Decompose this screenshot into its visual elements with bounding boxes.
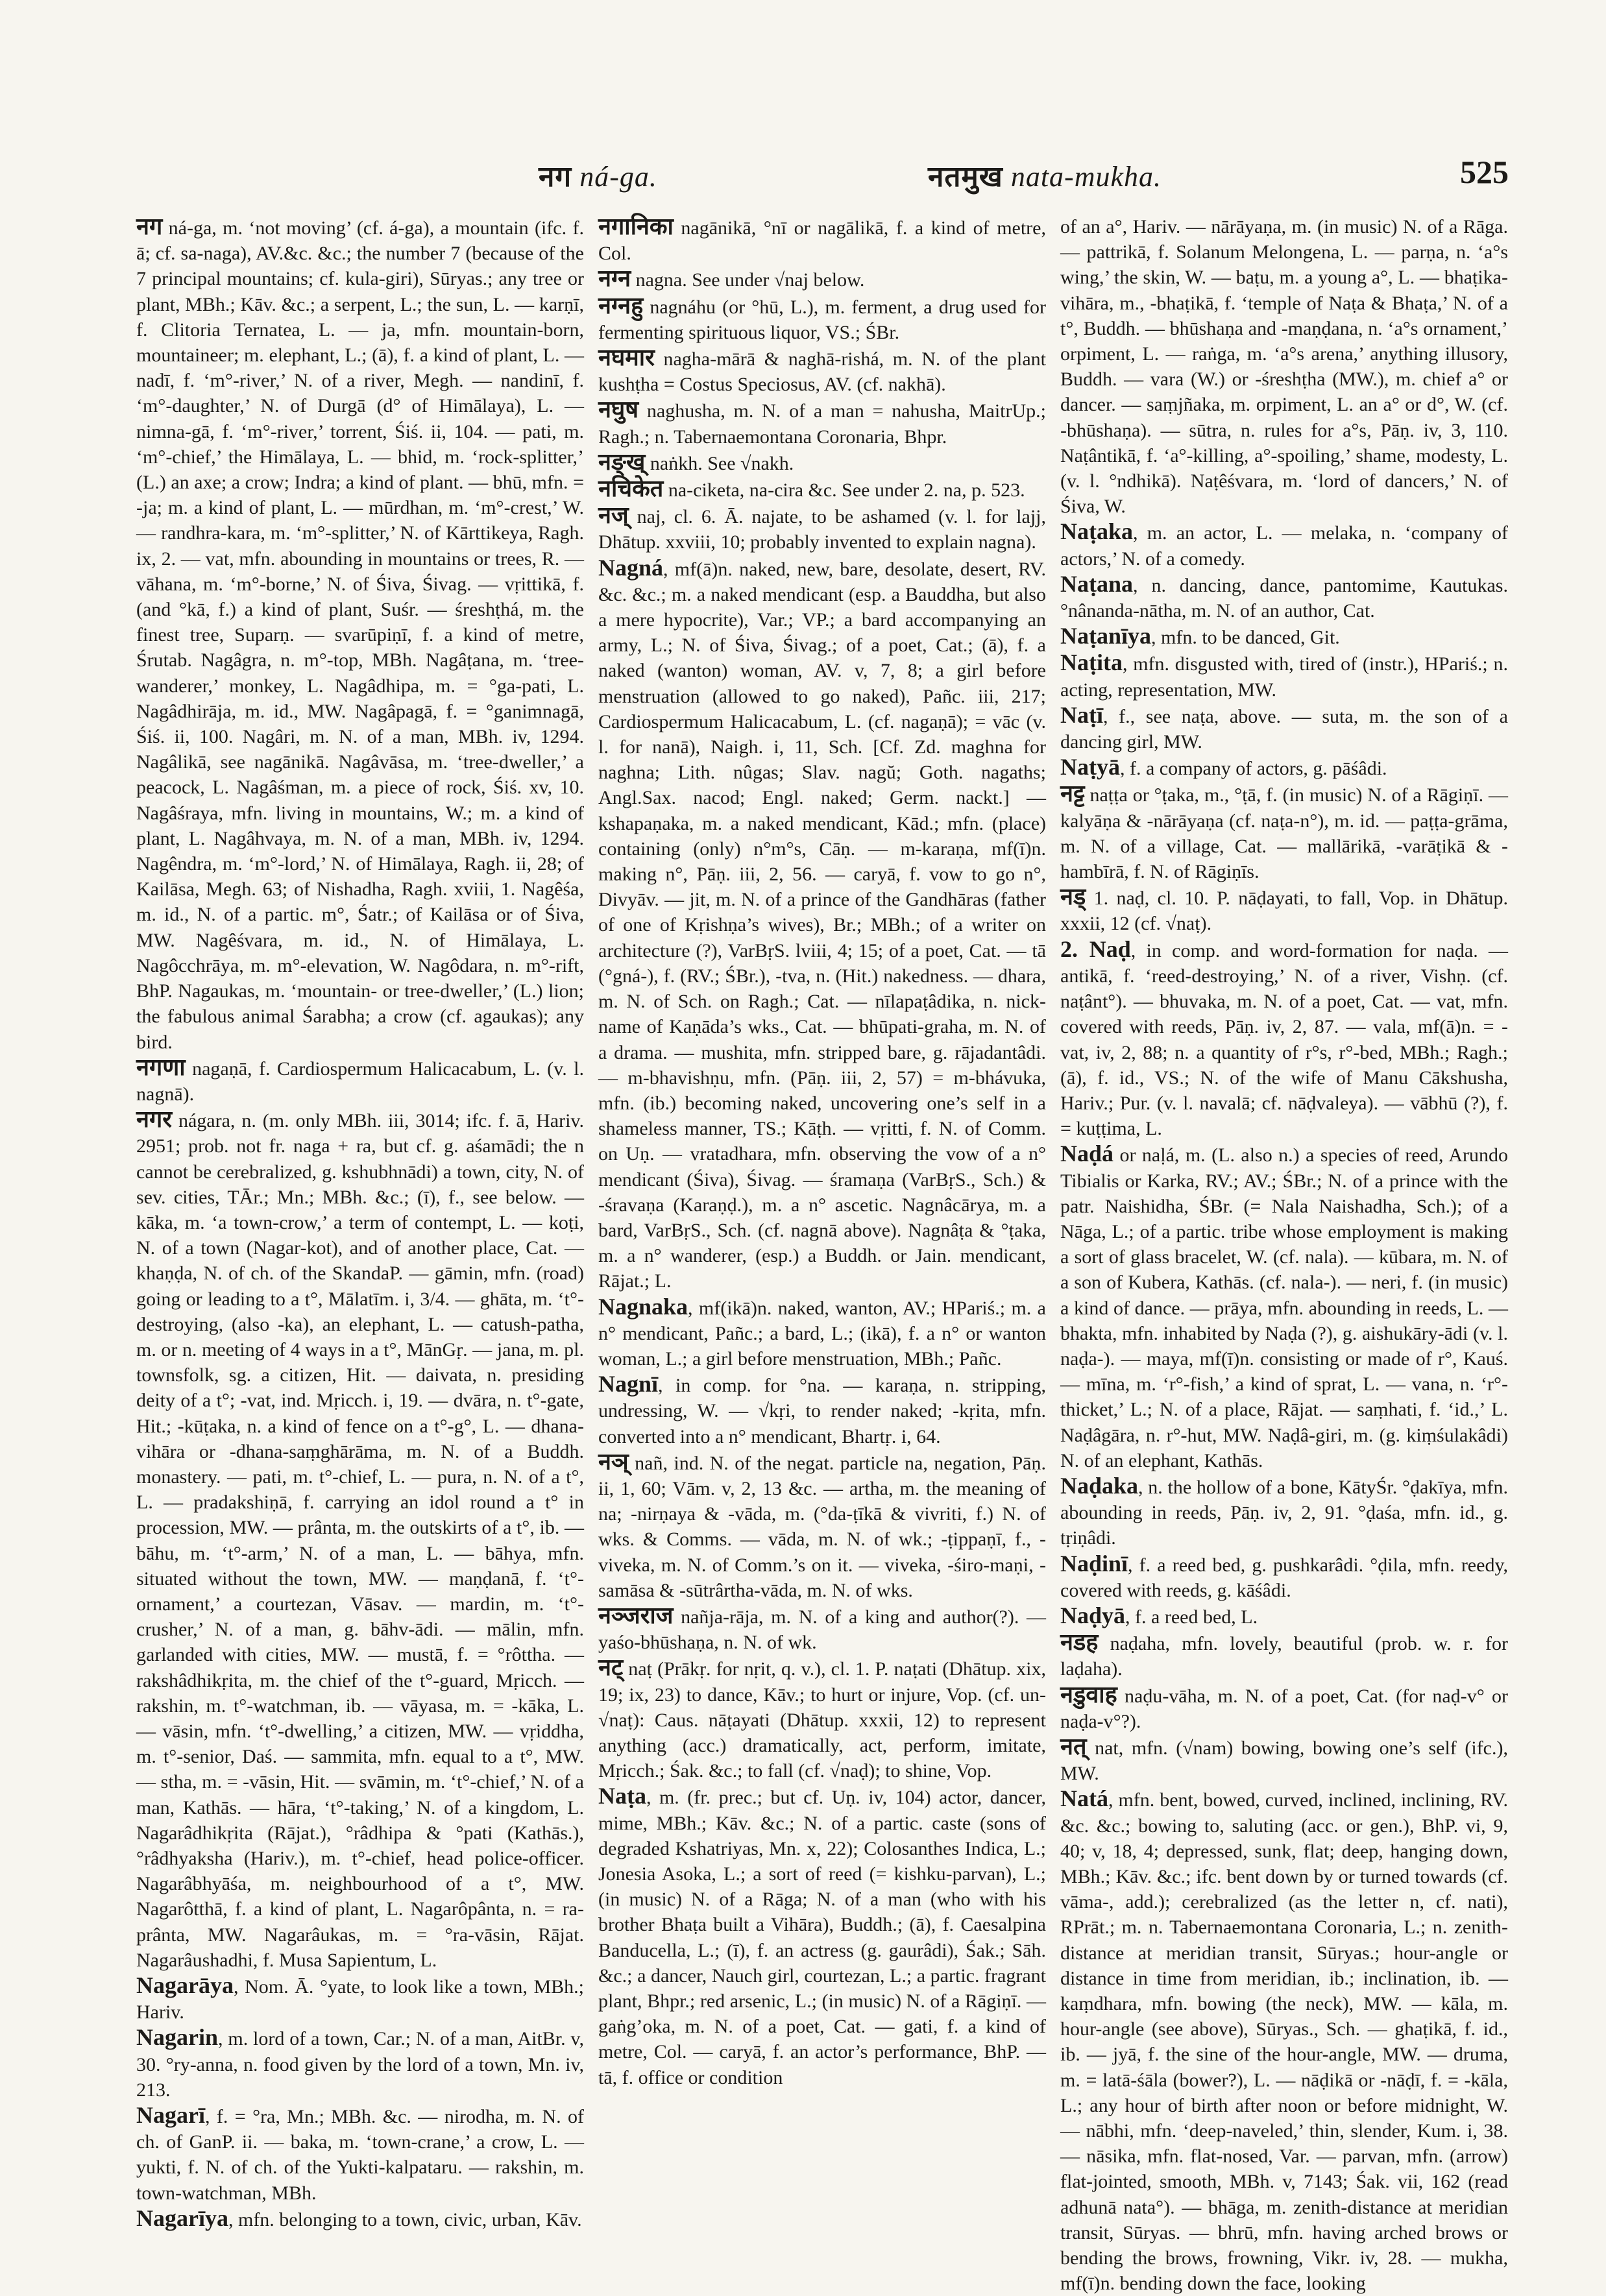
entry-definition: naghusha, m. N. of a man = nahusha, MaitrUp.; Ragh.; n. Tabernaemontana Coronaria, Bhpr.	[598, 400, 1046, 448]
entry-definition: , m. lord of a town, Car.; N. of a man, AitBr. v, 30. °ry-anna, n. food given by the lord of a town, Mn. iv, 213.	[136, 2028, 584, 2101]
dictionary-entry	[1060, 781, 1508, 884]
entry-definition: nagaṇā, f. Cardiospermum Halicacabum, L. (v. l. nagnā).	[136, 1057, 584, 1105]
dictionary-entry	[598, 1783, 1046, 2090]
dictionary-entry	[598, 555, 1046, 1294]
dictionary-entry	[598, 1655, 1046, 1783]
entry-headword: नडह	[1060, 1629, 1099, 1656]
column-right	[1060, 214, 1509, 2295]
entry-headword: Naṭī	[1060, 701, 1103, 728]
entry-definition: or naḷá, m. (L. also n.) a species of reed, Arundo Tibialis or Karka, RV.; AV.; ŚBr.; N. of a prince with the patr. Naishidha, ŚBr. (= Nala Naishadha, Sch.); of a Nāga, L.; of a partic. tribe whose employment is making a sort of glass bracelet, W. (cf. nala). — kūbara, m. N. of a son of Kubera, Kathās. (cf. nala-). — neri, f. (in music) a kind of dance. — prāya, mfn. abounding in reeds, L. — bhakta, mfn. inhabited by Naḍa (?), g. aishukāry-ādi (v. l. naḍa-). — maya, mf(ī)n. consisting or made of r°, Kauś. — mīna, m. ‘r°-fish,’ a kind of sprat, L. — vana, n. ‘r°-thicket,’ L.; N. of a place, Rājat. — saṃhati, f. ‘id.,’ L. Naḍâgāra, n. r°-hut, MW. Naḍâ-giri, m. (g. kiṃśulakâdi) N. of an elephant, Kathās.	[1060, 1144, 1508, 1471]
header-first-transliteration: ná-ga.	[579, 161, 657, 193]
entry-definition: , mfn. to be danced, Git.	[1151, 627, 1340, 649]
entry-headword: Naṭyā	[1060, 754, 1120, 780]
entry-definition: nat, mfn. (√nam) bowing, bowing one’s self (ifc.), MW.	[1060, 1737, 1508, 1785]
entry-headword: Naḍinī	[1060, 1550, 1128, 1577]
entry-headword: Naṭa	[598, 1783, 646, 1809]
dictionary-entry	[598, 1372, 1046, 1449]
entry-definition: , f. a reed bed, g. pushkarâdi. °ḍila, mfn. reedy, covered with reeds, g. kāśâdi.	[1060, 1554, 1508, 1601]
entry-headword: नङ्ख्	[598, 448, 646, 475]
entry-definition: , mfn. belonging to a town, civic, urban, Kāv.	[228, 2208, 582, 2230]
entry-headword: नडुवाह	[1060, 1681, 1117, 1708]
entry-definition: , n. dancing, dance, pantomime, Kautukas. °nânanda-nātha, m. N. of an author, Cat.	[1060, 574, 1508, 622]
entry-headword: नगणा	[136, 1054, 186, 1080]
entry-headword: Nagná	[598, 554, 664, 581]
entry-headword: Nagarīya	[136, 2205, 228, 2231]
entry-definition: , n. the hollow of a bone, KātyŚr. °ḍakīya, mfn. abounding in reeds, Pāṇ. iv, 2, 91. °ḍaśa, mfn. id., g. tṛiṇâdi.	[1060, 1476, 1508, 1549]
entry-definition: , mfn. bent, bowed, curved, inclined, inclining, RV. &c. &c.; bowing to, saluting (acc. or gen.), BhP. vi, 9, 40; v, 18, 4; depressed, sunk, flat; deep, hanging down, MBh.; Kāv. &c.; ifc. bent down by or turned towards (cf. vāma-, add.); cerebralized (as the letter n, cf. nati), RPrāt.; m. n. Tabernaemontana Coronaria, L.; n. zenith-distance at meridian transit, Sūryas.; hour-angle or distance in time from meridian, ib.; inclination, ib. — kaṃdhara, mfn. bowing (the neck), MW. — kāla, m. hour-angle (see above), Sūryas., Sch. — ghaṭikā, f. id., ib. — jyā, f. the sine of the hour-angle, MW. — druma, m. = latā-śāla (bower?), L. — nāḍikā or -nāḍī, f. = -kāla, L.; any hour of birth after noon or before midnight, W. — nābhi, mfn. ‘deep-naveled,’ thin, slender, Kum. i, 38. — nāsika, mfn. flat-nosed, Var. — parvan, mfn. (arrow) flat-jointed, smooth, MBh. v, 7143; Śak. vii, 162 (read adhunā nata°). — bhāga, m. zenith-distance at meridian transit, Sūryas. — bhrū, mfn. having arched brows or bending the brows, frowning, Vikr. iv, 28. — mukha, mf(ī)n. bending down the face, looking	[1060, 1789, 1508, 2295]
entry-headword: नगानिका	[598, 213, 674, 239]
entry-definition: na-ciketa, na-cira &c. See under 2. na, p. 523.	[663, 479, 1025, 501]
entry-definition: naḍaha, mfn. lovely, beautiful (prob. w. r. for laḍaha).	[1060, 1633, 1508, 1680]
dictionary-entry	[1060, 1786, 1508, 2296]
dictionary-entry	[598, 214, 1046, 266]
dictionary-entry	[136, 1973, 584, 2025]
dictionary-entry	[598, 476, 1046, 503]
entry-headword: नट्	[598, 1654, 624, 1681]
entry-headword: नग्नहु	[598, 292, 644, 319]
dictionary-entry	[1060, 214, 1508, 519]
header-last-headword	[928, 156, 1162, 195]
entry-headword: नज्	[598, 502, 629, 529]
entry-headword: नग्न	[598, 265, 631, 292]
entry-headword: Nagarin	[136, 2024, 218, 2051]
dictionary-entry	[598, 266, 1046, 293]
dictionary-entry	[598, 1603, 1046, 1655]
dictionary-entry	[1060, 1551, 1508, 1603]
entry-definition: , mf(ā)n. naked, new, bare, desolate, desert, RV. &c. &c.; m. a naked mendicant (esp. a Bauddha, but also a mere hypocrite), Var.; VP.; a bard accompanying an army, L.; N. of Śiva, Śivag.; of a poet, Cat.; (ā), f. a naked (wanton) woman, AV. v, 7, 8; a girl before menstruation (allowed to go naked), Pañc. iii, 217; Cardiospermum Halicacabum, L. (cf. nagaṇā); = vāc (v. l. for nanā), Naigh. i, 11, Sch. [Cf. Zd. maghna for naghna; Lith. nûgas; Slav. nagŭ; Goth. nagaths; Angl.Sax. nacod; Engl. naked; Germ. nackt.] — kshapaṇaka, m. a naked mendicant, Kād.; mfn. (place) containing (only) n°m°s, Cāṇ. — m-karaṇa, mf(ī)n. making n°, Pāṇ. iii, 2, 56. — caryā, f. vow to go n°, Divyāv. — jit, m. N. of a prince of the Gandhāras (father of one of Kṛishṇa’s wives), Br.; MBh.; of a writer on architecture (?), VarBṛS. lviii, 4; 15; of a poet, Cat. — tā (°gná-), f. (RV.; ŚBr.), -tva, n. (Hit.) nakedness. — dhara, m. N. of Sch. on Ragh.; Cat. — nīlapaṭâdika, n. nick-name of Kaṇāda’s wks., Cat. — bhūpati-graha, m. N. of a drama. — mushita, mfn. stripped bare, g. rājadantâdi. — m-bhavishṇu, mfn. (Pāṇ. iii, 2, 57) = m-bhávuka, mfn. (ib.) becoming naked, uncovering one’s self in a shameless manner, TS.; Kāṭh. — vṛitti, f. N. of Comm. on Uṇ. — vratadhara, mfn. observing the vow of a n° mendicant (Śiva), Śivag. — śramaṇa (VarBṛS., Sch.) & -śravaṇa (Karaṇḍ.), m. a n° ascetic. Nagnâcārya, m. a bard, VarBṛS., Sch. (cf. nagnā above). Nagnâṭa & °ṭaka, m. a n° wanderer, (esp.) a Buddh. or Jain. mendicant, Rājat.; L.	[598, 558, 1046, 1292]
dictionary-entry	[1060, 623, 1508, 650]
entry-definition: 1. naḍ, cl. 10. P. nāḍayati, to fall, Vop. in Dhātup. xxxii, 12 (cf. √naṭ).	[1060, 888, 1508, 935]
entry-definition: , f., see naṭa, above. — suta, m. the son of a dancing girl, MW.	[1060, 705, 1508, 753]
entry-headword: नग	[136, 213, 163, 239]
entry-headword: नचिकेत	[598, 476, 664, 502]
entry-headword: नञ्जराज	[598, 1602, 674, 1628]
entry-definition: , m. an actor, L. — melaka, n. ‘company of actors,’ N. of a comedy.	[1060, 522, 1508, 570]
dictionary-entry	[136, 2103, 584, 2206]
dictionary-entry	[598, 1449, 1046, 1603]
dictionary-entry	[598, 293, 1046, 345]
entry-headword: नघमार	[598, 344, 655, 371]
column-middle	[598, 214, 1046, 2206]
entry-headword: Nagarāya	[136, 1972, 234, 1999]
entry-definition: nagānikā, °nī or nagālikā, f. a kind of metre, Col.	[598, 217, 1046, 265]
entry-definition: , f. = °ra, Mn.; MBh. &c. — nirodha, m. N. of ch. of GanP. ii. — baka, m. ‘town-crane,’ a crow, L. — yukti, f. N. of ch. of the Yukti-kalpataru. — rakshin, m. town-watchman, MBh.	[136, 2106, 584, 2204]
dictionary-entry	[1060, 1630, 1508, 1682]
dictionary-entry	[598, 503, 1046, 555]
entry-headword: Nagarī	[136, 2102, 205, 2129]
column-left	[136, 213, 584, 2231]
entry-definition: naṭ (Prākṛ. for nṛit, q. v.), cl. 1. P. naṭati (Dhātup. xix, 19; ix, 23) to dance, Kāv.; to hurt or injure, Vop. (cf. un-√naṭ): Caus. nāṭayati (Dhātup. xxxii, 12) to represent anything (acc.) dramatically, act, perform, imitate, Mṛicch.; Śak. &c.; to fall (cf. √naḍ); to shine, Vop.	[598, 1658, 1046, 1782]
entry-headword: नट्ट	[1060, 780, 1085, 807]
entry-definition: ná-ga, m. ‘not moving’ (cf. á-ga), a mountain (ifc. f. ā; cf. sa-naga), AV.&c. &c.; the number 7 (because of the 7 principal mountains; cf. kula-giri), Sūryas.; any tree or plant, MBh.; Kāv. &c.; a serpent, L.; the sun, L. — karṇī, f. Clitoria Ternatea, L. — ja, mfn. mountain-born, mountaineer; m. elephant, L.; (ā), f. a kind of plant, L. — nadī, f. ‘m°-river,’ N. of a river, Megh. — nandinī, f. ‘m°-daughter,’ N. of Durgā (d° of Himālaya), L. — nimna-gā, f. ‘m°-river,’ torrent, Śiś. ii, 104. — pati, m. ‘m°-chief,’ the Himālaya, L. — bhid, m. ‘rock-splitter,’ (L.) an axe; a crow; Indra; a kind of plant. — bhū, mfn. = -ja; m. a kind of plant, L. — mūrdhan, m. ‘m°-crest,’ W. — randhra-kara, m. ‘m°-splitter,’ N. of Kārttikeya, Ragh. ix, 2. — vat, mfn. abounding in mountains or trees, R. — vāhana, m. ‘m°-borne,’ N. of Śiva, Śivag. — vṛittikā, f. (and °kā, f.) a kind of plant, Suśr. — śreshṭhá, m. the finest tree, Suparṇ. — svarūpiṇī, f. a kind of metre, Śrutab. Nagâgra, n. m°-top, MBh. Nagâṭana, m. ‘tree-wanderer,’ monkey, L. Nagâdhipa, m. = °ga-pati, L. Nagâdhirāja, m. id., MW. Nagâpagā, f. = °ganimnagā, Śiś. ii, 100. Nagâri, m. N. of a man, MBh. iv, 1294. Nagâlikā, see nagānikā. Nagâvāsa, m. ‘tree-dweller,’ a peacock, L. Nagâśman, m. a piece of rock, Śiś. xv, 10. Nagâśraya, mfn. living in mountains, W.; m. a kind of plant, L. Nagâhvaya, m. N. of a man, MBh. iv, 1294. Nagêndra, m. ‘m°-lord,’ N. of Himālaya, Ragh. ii, 28; of Kailāsa, Megh. 63; of Nishadha, Ragh. xviii, 1. Nagêśa, m. id., N. of a partic. m°, Śatr.; of Kailāsa or of Śiva, MW. Nagêśvara, m. id., N. of Himālaya, L. Nagôcchrāya, m. m°-elevation, W. Nagôdara, n. m°-rift, BhP. Nagaukas, m. ‘mountain- or tree-dweller,’ (L.) lion; the fabulous animal Śarabha; a crow (cf. agaukas); any bird.	[136, 217, 584, 1053]
entry-definition: , mf(ikā)n. naked, wanton, AV.; HPariś.; m. a n° mendicant, Pañc.; a bard, L.; (ikā), f. a n° or wanton woman, L.; a girl before menstruation, MBh.; Pañc.	[598, 1297, 1046, 1370]
entry-definition: , Nom. Ā. °yate, to look like a town, MBh.; Hariv.	[136, 1976, 584, 2024]
entry-definition: nagnáhu (or °hū, L.), m. ferment, a drug used for fermenting spirituous liquor, VS.; ŚBr.	[598, 296, 1046, 343]
dictionary-entry	[136, 2206, 584, 2232]
dictionary-entry	[598, 397, 1046, 449]
entry-definition: nagha-mārā & naghā-rishá, m. N. of the plant kushṭha = Costus Speciosus, AV. (cf. nakhā).	[598, 348, 1046, 396]
entry-definition: naj, cl. 6. Ā. najate, to be ashamed (v. l. for lajj, Dhātup. xxviii, 10; probably invented to explain nagna).	[598, 506, 1046, 553]
entry-definition: , m. (fr. prec.; but cf. Uṇ. iv, 104) actor, dancer, mime, MBh.; Kāv. &c.; N. of a partic. caste (sons of degraded Kshatriyas, Mn. x, 22); Colosanthes Indica, L.; Jonesia Asoka, L.; a sort of reed (= kishku-parvan), L.; (in music) N. of a Rāga; N. of a man (who with his brother Bhaṭa built a Vihāra), Buddh.; (ā), f. Caesalpina Banducella, L.; (ī), f. an actress (g. gaurâdi), Śak.; Sāh. &c.; a dancer, Nauch girl, courtezan, L.; a partic. fragrant plant, Bhpr.; red arsenic, L.; (in music) N. of a Rāgiṇī. — gaṅg’oka, m. N. of a poet, Cat. — gati, f. a kind of metre, Col. — caryā, f. an actor’s performance, BhP. — tā, f. office or condition	[598, 1787, 1046, 2088]
entry-definition: naḍu-vāha, m. N. of a poet, Cat. (for naḍ-v° or naḍa-v°?).	[1060, 1685, 1508, 1732]
entry-headword: नञ्	[598, 1448, 629, 1475]
header-first-devanagari: नग	[539, 161, 572, 193]
entry-definition: , in comp. and word-formation for naḍa. — antikā, f. ‘reed-destroying,’ N. of a river, Vishṇ. (cf. naṭânt°). — bhuvaka, m. N. of a poet, Cat. — vat, mfn. covered with reeds, Pāṇ. iv, 2, 87. — vala, mf(ā)n. = -vat, iv, 2, 88; n. a quantity of r°s, r°-bed, MBh.; Ragh.; (ā), f. id., VS.; N. of the wife of Manu Cākshusha, Hariv.; Pur. (v. l. navalā; cf. nāḍvaleya). — vābhū (?), f. = kuṭṭima, L.	[1060, 939, 1509, 1140]
entry-definition: nañ, ind. N. of the negat. particle na, negation, Pāṇ. ii, 1, 60; Vām. v, 2, 13 &c. — artha, m. the meaning of na; -nirṇaya & -vāda, m. (°da-ṭīkā & vivriti, f.) N. of wks. & Comms. — vāda, m. N. of wk.; -ṭippaṇī, f., -viveka, m. N. of Comm.’s on it. — viveka, -śiro-maṇi, -samāsa & -sūtrârtha-vāda, m. N. of wks.	[598, 1452, 1046, 1601]
entry-headword: नगर	[136, 1106, 172, 1133]
dictionary-entry	[136, 1055, 584, 1107]
entry-headword: Naṭanīya	[1060, 623, 1152, 649]
dictionary-entry	[1060, 650, 1508, 702]
entry-headword: Naṭana	[1060, 570, 1134, 597]
page-number: 525	[1460, 154, 1509, 190]
dictionary-entry	[1060, 572, 1508, 623]
entry-definition: nágara, n. (m. only MBh. iii, 3014; ifc. f. ā, Hariv. 2951; prob. not fr. naga + ra, but cf. g. aśamādi; the n cannot be cerebralized, g. kshubhnādi) a town, city, N. of sev. cities, TĀr.; Mn.; MBh. &c.; (ī), f., see below. — kāka, m. ‘a town-crow,’ a term of contempt, L. — koṭi, N. of a town (Nagar-kot), and of another place, Cat. — khaṇḍa, N. of ch. of the SkandaP. — gāmin, mfn. (road) going or leading to a t°, Mālatīm. i, 3/4. — ghāta, m. ‘t°-destroying, (also -ka), an elephant, L. — catush-patha, m. or n. meeting of 4 ways in a t°, MānGṛ. — jana, m. pl. townsfolk, sg. a citizen, Hit. — daivata, n. presiding deity of a t°; -vat, ind. Mṛicch. i, 19. — dvāra, n. t°-gate, Hit.; -kūṭaka, n. a kind of fence on a t°-g°, L. — dhana-vihāra or -dhana-saṃghārāma, m. N. of a Buddh. monastery. — pati, m. t°-chief, L. — pura, n. N. of a t°, L. — pradakshiṇā, f. carrying an idol round a t° in procession, MW. — prânta, m. the outskirts of a t°, ib. — bāhu, m. ‘t°-arm,’ N. of a man, L. — bāhya, mfn. situated without the town, MW. — maṇḍanā, f. ‘t°-ornament,’ a courtezan, Vāsav. — mardin, m. ‘t°-crusher,’ N. of a man, g. bāhv-ādi. — mālin, mfn. garlanded with cities, MW. — mustā, f. = °rôttha. — rakshâdhikṛita, m. the chief of the t°-guard, Mṛicch. — rakshin, m. t°-watchman, ib. — vāyasa, m. = -kāka, L. — vāsin, mfn. ‘t°-dwelling,’ a citizen, MW. — vṛiddha, m. t°-senior, Daś. — sammita, mfn. equal to a t°, MW. — stha, m. = -vāsin, Hit. — svāmin, m. ‘t°-chief,’ N. of a man, Kathās. — hāra, ‘t°-taking,’ N. of a kingdom, L. Nagarâdhikṛita (Rājat.), °râdhipa & °pati (Kathās.), °râdhyaksha (Hariv.), m. t°-chief, head police-officer. Nagarâbhyāśa, m. neighbourhood of a t°, MW. Nagarôtthā, f. a kind of plant, L. Nagarôpânta, n. = ra-prânta, MW. Nagarâukas, m. = °ra-vāsin, Rājat. Nagarâushadhi, f. Musa Sapientum, L.	[136, 1110, 584, 1971]
entry-definition: , in comp. for °na. — karaṇa, n. stripping, undressing, W. — √kṛi, to render naked; -kṛita, mfn. converted into a n° mendicant, Bhartṛ. i, 64.	[598, 1375, 1046, 1447]
dictionary-entry	[1060, 703, 1508, 755]
dictionary-entry	[136, 1107, 584, 1973]
entry-definition: , f. a company of actors, g. pāśâdi.	[1120, 758, 1387, 780]
dictionary-entry	[598, 345, 1046, 397]
running-header	[136, 149, 1509, 201]
entry-definition: nagna. See under √naj below.	[631, 269, 865, 291]
header-first-headword	[539, 156, 657, 195]
entry-headword: Naḍyā	[1060, 1602, 1126, 1628]
entry-headword: नघुष	[598, 396, 639, 423]
entry-definition: , f. a reed bed, L.	[1125, 1606, 1258, 1628]
entry-definition: of an a°, Hariv. — nārāyaṇa, m. (in music) N. of a Rāga. — pattrikā, f. Solanum Melongena, L. — parṇa, n. ‘a°s wing,’ the skin, W. — baṭu, m. a young a°, L. — bhaṭika-vihāra, m., -bhaṭikā, f. ‘temple of Naṭa & Bhaṭa,’ N. of a t°, Buddh. — bhūshaṇa and -maṇḍana, n. ‘a°s ornament,’ orpiment, L. — raṅga, m. ‘a°s arena,’ anything illusory, Buddh. — vara (W.) or -śreshṭha (MW.), m. chief a° or dancer. — saṃjñaka, m. orpiment, L. an a° or d°, W. (cf. -bhūshaṇa). — sūtra, n. rules for a°s, Pāṇ. iv, 3, 110. Naṭântikā, f. ‘a°-killing, a°-spoiling,’ shame, modesty, L. (v. l. °ndhikā). Naṭêśvara, m. ‘lord of dancers,’ N. of Śiva, W.	[1060, 216, 1508, 518]
entry-definition: , mfn. disgusted with, tired of (instr.), HPariś.; n. acting, representation, MW.	[1060, 653, 1508, 701]
entry-headword: Naṭaka	[1060, 518, 1134, 545]
dictionary-entry	[1060, 937, 1508, 1142]
entry-headword: नत्	[1060, 1733, 1087, 1759]
entry-headword: Nagnī	[598, 1371, 659, 1397]
entry-headword: 2. Naḍ	[1060, 936, 1131, 962]
dictionary-page	[136, 149, 1509, 2295]
entry-headword: Nagnaka	[598, 1293, 688, 1320]
entry-headword: Natá	[1060, 1785, 1108, 1812]
entry-definition: nañja-rāja, m. N. of a king and author(?). — yaśo-bhūshaṇa, n. N. of wk.	[598, 1606, 1046, 1654]
dictionary-entry	[598, 450, 1046, 476]
text-columns	[136, 213, 1509, 2295]
header-last-transliteration: nata-mukha.	[1010, 161, 1162, 193]
dictionary-entry	[1060, 519, 1508, 571]
entry-headword: Naḍaka	[1060, 1472, 1139, 1499]
entry-definition: naṅkh. See √nakh.	[645, 452, 794, 474]
entry-headword: Naṭita	[1060, 649, 1123, 676]
dictionary-entry	[136, 2025, 584, 2103]
dictionary-entry	[1060, 1734, 1508, 1786]
dictionary-entry	[1060, 1603, 1508, 1630]
dictionary-entry	[1060, 1141, 1508, 1473]
dictionary-entry	[1060, 755, 1508, 781]
entry-definition: naṭṭa or °ṭaka, m., °ṭā, f. (in music) N. of a Rāgiṇī. — kalyāṇa & -nārāyaṇa (cf. naṭa-n°), m. id. — paṭṭa-grāma, m. N. of a village, Cat. — mallārikā, -varāṭikā & -hambīrā, f. N. of Rāgiṇīs.	[1060, 784, 1508, 883]
dictionary-entry	[136, 214, 584, 1055]
entry-headword: नड्	[1060, 884, 1086, 910]
dictionary-entry	[1060, 1682, 1508, 1734]
header-last-devanagari: नतमुख	[928, 161, 1003, 193]
dictionary-entry	[1060, 884, 1508, 936]
dictionary-entry	[598, 1294, 1046, 1372]
entry-headword: Naḍá	[1060, 1141, 1114, 1167]
dictionary-entry	[1060, 1473, 1508, 1551]
